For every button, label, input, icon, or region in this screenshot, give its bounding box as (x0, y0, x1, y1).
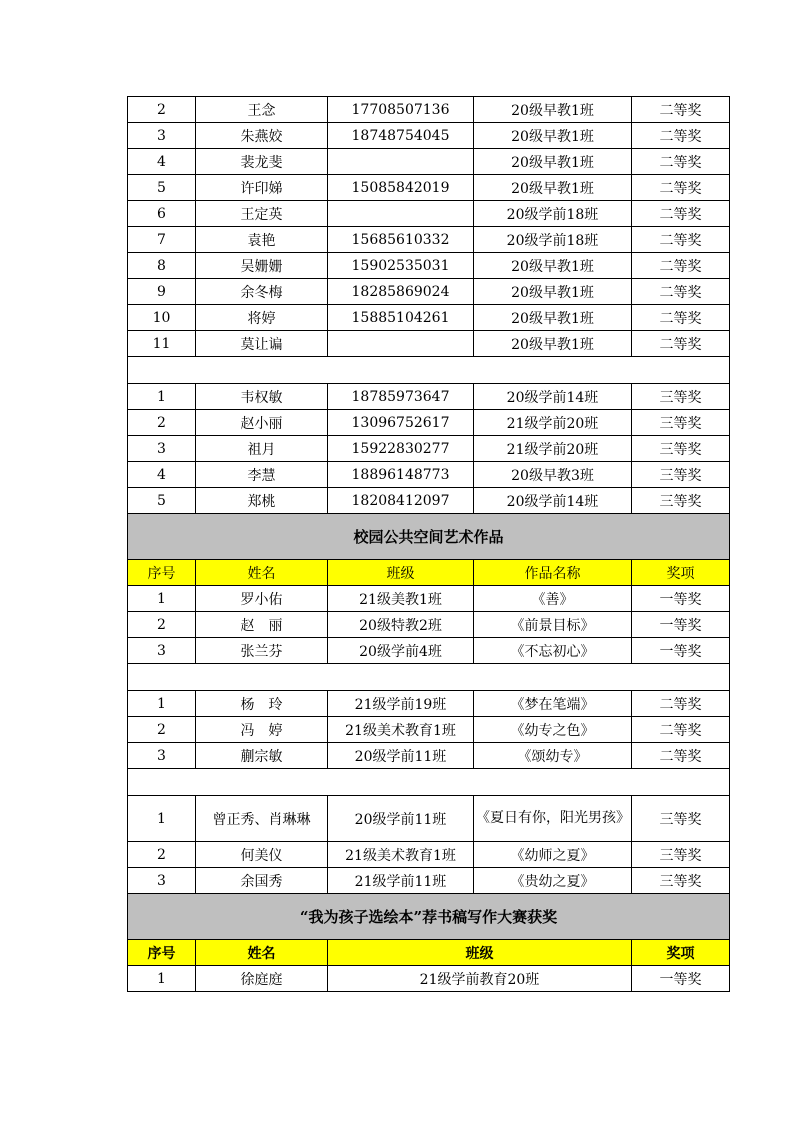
header-award: 奖项 (632, 560, 730, 586)
phone-number (328, 149, 474, 175)
student-name: 何美仪 (196, 842, 328, 868)
table-row (128, 966, 730, 992)
class-name: 20级学前18班 (474, 201, 632, 227)
award-level: 二等奖 (632, 331, 730, 357)
table-row (128, 123, 730, 149)
class-name: 20级特教2班 (328, 612, 474, 638)
student-name: 许印娣 (196, 175, 328, 201)
student-name: 蒯宗敏 (196, 743, 328, 769)
class-name: 21级美术教育1班 (328, 717, 474, 743)
award-level: 二等奖 (632, 305, 730, 331)
student-name: 余国秀 (196, 868, 328, 894)
separator-cell (128, 769, 730, 796)
header-work: 作品名称 (474, 560, 632, 586)
student-name: 将婷 (196, 305, 328, 331)
section-title: “我为孩子选绘本”荐书稿写作大赛获奖 (128, 894, 730, 940)
phone-number: 15685610332 (328, 227, 474, 253)
class-name: 20级学前18班 (474, 227, 632, 253)
row-number: 2 (128, 410, 196, 436)
award-level: 二等奖 (632, 201, 730, 227)
table-row (128, 462, 730, 488)
class-name: 20级早教1班 (474, 175, 632, 201)
header-row (128, 560, 730, 586)
table-row (128, 436, 730, 462)
award-level: 一等奖 (632, 638, 730, 664)
table-row (128, 488, 730, 514)
student-name: 郑桃 (196, 488, 328, 514)
class-name: 21级学前11班 (328, 868, 474, 894)
student-name: 余冬梅 (196, 279, 328, 305)
table-row (128, 796, 730, 842)
award-level: 二等奖 (632, 175, 730, 201)
student-name: 吴姗姗 (196, 253, 328, 279)
row-number: 2 (128, 612, 196, 638)
row-number: 2 (128, 717, 196, 743)
phone-number (328, 201, 474, 227)
phone-number: 18285869024 (328, 279, 474, 305)
award-level: 一等奖 (632, 966, 730, 992)
phone-number: 18748754045 (328, 123, 474, 149)
row-number: 3 (128, 123, 196, 149)
row-number: 5 (128, 488, 196, 514)
table-row (128, 149, 730, 175)
section-title-row (128, 894, 730, 940)
table-row (128, 743, 730, 769)
award-level: 二等奖 (632, 717, 730, 743)
header-name: 姓名 (196, 940, 328, 966)
award-level: 二等奖 (632, 691, 730, 717)
award-level: 二等奖 (632, 123, 730, 149)
award-level: 二等奖 (632, 149, 730, 175)
work-title: 《梦在笔端》 (474, 691, 632, 717)
award-level: 二等奖 (632, 97, 730, 123)
phone-number: 15885104261 (328, 305, 474, 331)
student-name: 徐庭庭 (196, 966, 328, 992)
phone-number: 15922830277 (328, 436, 474, 462)
work-title: 《幼专之色》 (474, 717, 632, 743)
row-number: 11 (128, 331, 196, 357)
table-row (128, 410, 730, 436)
award-level: 二等奖 (632, 279, 730, 305)
row-number: 3 (128, 743, 196, 769)
award-level: 三等奖 (632, 384, 730, 410)
class-name: 20级学前14班 (474, 488, 632, 514)
phone-number: 18896148773 (328, 462, 474, 488)
section-title-row (128, 514, 730, 560)
separator-row (128, 357, 730, 384)
table-row (128, 384, 730, 410)
header-row (128, 940, 730, 966)
row-number: 2 (128, 842, 196, 868)
student-name: 李慧 (196, 462, 328, 488)
phone-number: 18208412097 (328, 488, 474, 514)
work-title: 《不忘初心》 (474, 638, 632, 664)
award-level: 三等奖 (632, 436, 730, 462)
row-number: 7 (128, 227, 196, 253)
separator-cell (128, 664, 730, 691)
student-name: 裴龙斐 (196, 149, 328, 175)
row-number: 10 (128, 305, 196, 331)
table-row (128, 279, 730, 305)
student-name: 曾正秀、肖琳琳 (196, 796, 328, 842)
phone-number: 18785973647 (328, 384, 474, 410)
work-title: 《夏日有你，阳光男孩》 (474, 796, 632, 842)
row-number: 4 (128, 462, 196, 488)
header-award: 奖项 (632, 940, 730, 966)
award-level: 三等奖 (632, 462, 730, 488)
student-name: 莫让谝 (196, 331, 328, 357)
table-row (128, 175, 730, 201)
award-level: 二等奖 (632, 227, 730, 253)
table-row (128, 331, 730, 357)
student-name: 赵 丽 (196, 612, 328, 638)
award-level: 三等奖 (632, 868, 730, 894)
row-number: 1 (128, 966, 196, 992)
row-number: 1 (128, 691, 196, 717)
award-level: 三等奖 (632, 488, 730, 514)
class-name: 20级早教1班 (474, 123, 632, 149)
class-name: 20级早教1班 (474, 279, 632, 305)
header-class: 班级 (328, 560, 474, 586)
header-no: 序号 (128, 940, 196, 966)
award-level: 二等奖 (632, 253, 730, 279)
student-name: 赵小丽 (196, 410, 328, 436)
row-number: 1 (128, 586, 196, 612)
class-name: 20级早教1班 (474, 331, 632, 357)
class-name: 21级学前教育20班 (328, 966, 632, 992)
separator-cell (128, 357, 730, 384)
class-name: 21级学前20班 (474, 410, 632, 436)
award-level: 三等奖 (632, 796, 730, 842)
row-number: 2 (128, 97, 196, 123)
phone-number: 13096752617 (328, 410, 474, 436)
table-row (128, 227, 730, 253)
class-name: 20级学前11班 (328, 796, 474, 842)
student-name: 冯 婷 (196, 717, 328, 743)
row-number: 4 (128, 149, 196, 175)
row-number: 1 (128, 796, 196, 842)
row-number: 3 (128, 436, 196, 462)
table-row (128, 201, 730, 227)
student-name: 朱燕姣 (196, 123, 328, 149)
table-row (128, 305, 730, 331)
row-number: 1 (128, 384, 196, 410)
student-name: 杨 玲 (196, 691, 328, 717)
award-level: 三等奖 (632, 842, 730, 868)
header-no: 序号 (128, 560, 196, 586)
student-name: 罗小佑 (196, 586, 328, 612)
student-name: 王念 (196, 97, 328, 123)
class-name: 20级学前11班 (328, 743, 474, 769)
table-row (128, 638, 730, 664)
phone-number: 17708507136 (328, 97, 474, 123)
phone-number (328, 331, 474, 357)
row-number: 9 (128, 279, 196, 305)
separator-row (128, 664, 730, 691)
class-name: 20级早教1班 (474, 149, 632, 175)
award-level: 三等奖 (632, 410, 730, 436)
student-name: 袁艳 (196, 227, 328, 253)
row-number: 3 (128, 638, 196, 664)
table-row (128, 97, 730, 123)
class-name: 20级早教1班 (474, 253, 632, 279)
class-name: 21级美术教育1班 (328, 842, 474, 868)
table-row (128, 691, 730, 717)
section-title: 校园公共空间艺术作品 (128, 514, 730, 560)
work-title: 《善》 (474, 586, 632, 612)
table-row (128, 717, 730, 743)
student-name: 张兰芬 (196, 638, 328, 664)
table-row (128, 253, 730, 279)
class-name: 21级学前19班 (328, 691, 474, 717)
row-number: 5 (128, 175, 196, 201)
table-row (128, 842, 730, 868)
student-name: 韦权敏 (196, 384, 328, 410)
phone-number: 15902535031 (328, 253, 474, 279)
row-number: 6 (128, 201, 196, 227)
class-name: 21级美教1班 (328, 586, 474, 612)
header-name: 姓名 (196, 560, 328, 586)
row-number: 8 (128, 253, 196, 279)
student-name: 祖月 (196, 436, 328, 462)
class-name: 20级学前14班 (474, 384, 632, 410)
table-row (128, 586, 730, 612)
table-row (128, 612, 730, 638)
class-name: 20级早教1班 (474, 97, 632, 123)
work-title: 《前景目标》 (474, 612, 632, 638)
class-name: 20级早教3班 (474, 462, 632, 488)
phone-number: 15085842019 (328, 175, 474, 201)
table-row (128, 868, 730, 894)
work-title: 《幼师之夏》 (474, 842, 632, 868)
award-level: 二等奖 (632, 743, 730, 769)
header-class: 班级 (328, 940, 632, 966)
awards-table (127, 96, 730, 992)
award-level: 一等奖 (632, 586, 730, 612)
work-title: 《贵幼之夏》 (474, 868, 632, 894)
class-name: 20级早教1班 (474, 305, 632, 331)
student-name: 王定英 (196, 201, 328, 227)
row-number: 3 (128, 868, 196, 894)
award-level: 一等奖 (632, 612, 730, 638)
class-name: 21级学前20班 (474, 436, 632, 462)
class-name: 20级学前4班 (328, 638, 474, 664)
separator-row (128, 769, 730, 796)
work-title: 《颂幼专》 (474, 743, 632, 769)
